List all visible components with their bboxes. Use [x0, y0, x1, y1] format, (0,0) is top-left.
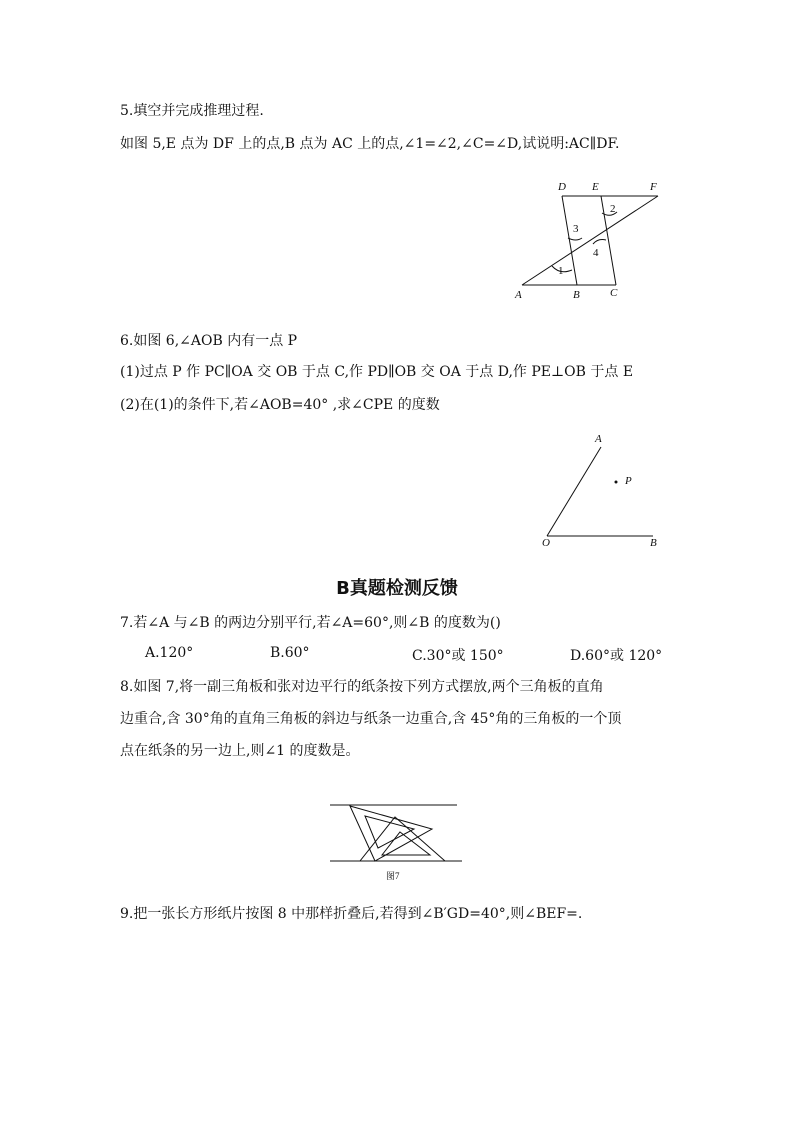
q7-option-b: B.60° — [270, 645, 310, 661]
q5-title: 5.填空并完成推理过程. — [120, 103, 264, 119]
section-heading: B真题检测反馈 — [336, 578, 458, 599]
arc-3 — [568, 238, 582, 240]
q8-line2: 边重合,含 30°角的直角三角板的斜边与纸条一边重合,含 45°角的三角板的一个顶 — [120, 711, 622, 727]
q8-line3: 点在纸条的另一边上,则∠1 的度数是。 — [120, 743, 360, 759]
line-ec — [601, 196, 616, 285]
label-a: A — [515, 289, 522, 301]
line-af — [522, 196, 658, 285]
label-angle-3: 3 — [573, 223, 579, 235]
q6-part1: (1)过点 P 作 PC∥OA 交 OB 于点 C,作 PD∥OB 交 OA 于点 D,作 PE⊥OB 于点 E — [120, 364, 634, 380]
figure-7-caption: 图7 — [386, 871, 400, 881]
label-b: B — [650, 537, 657, 549]
q7-option-d: D.60°或 120° — [570, 648, 663, 664]
arc-1 — [552, 266, 572, 272]
label-e: E — [592, 181, 599, 193]
label-b: B — [573, 289, 580, 301]
label-f: F — [650, 181, 657, 193]
label-angle-2: 2 — [610, 203, 616, 215]
q7-option-c: C.30°或 150° — [412, 648, 504, 664]
point-p — [615, 481, 618, 484]
label-p: P — [625, 475, 632, 487]
label-a: A — [595, 433, 602, 445]
triangle-45-inner — [382, 832, 430, 855]
arc-2 — [602, 212, 617, 215]
q6-part2: (2)在(1)的条件下,若∠AOB=40° ,求∠CPE 的度数 — [120, 397, 440, 413]
line-db — [562, 196, 577, 285]
triangle-45 — [360, 817, 445, 861]
q5-text: 如图 5,E 点为 DF 上的点,B 点为 AC 上的点,∠1=∠2,∠C=∠D,试说明:AC∥DF. — [120, 136, 620, 152]
q9-text: 9.把一张长方形纸片按图 8 中那样折叠后,若得到∠B′GD=40°,则∠BEF=. — [120, 906, 583, 922]
q7-text: 7.若∠A 与∠B 的两边分别平行,若∠A=60°,则∠B 的度数为() — [120, 615, 501, 631]
arc-4 — [593, 240, 606, 245]
label-angle-1: 1 — [558, 265, 564, 277]
label-c: C — [610, 287, 618, 299]
q7-option-a: A.120° — [145, 645, 194, 661]
label-o: O — [542, 537, 550, 549]
label-d: D — [558, 181, 566, 193]
label-angle-4: 4 — [593, 247, 599, 259]
triangle-30 — [350, 806, 432, 861]
triangle-30-inner — [365, 816, 414, 848]
q8-line1: 8.如图 7,将一副三角板和张对边平行的纸条按下列方式摆放,两个三角板的直角 — [120, 679, 604, 695]
ray-oa — [547, 447, 601, 536]
q6-title: 6.如图 6,∠AOB 内有一点 P — [120, 333, 298, 349]
